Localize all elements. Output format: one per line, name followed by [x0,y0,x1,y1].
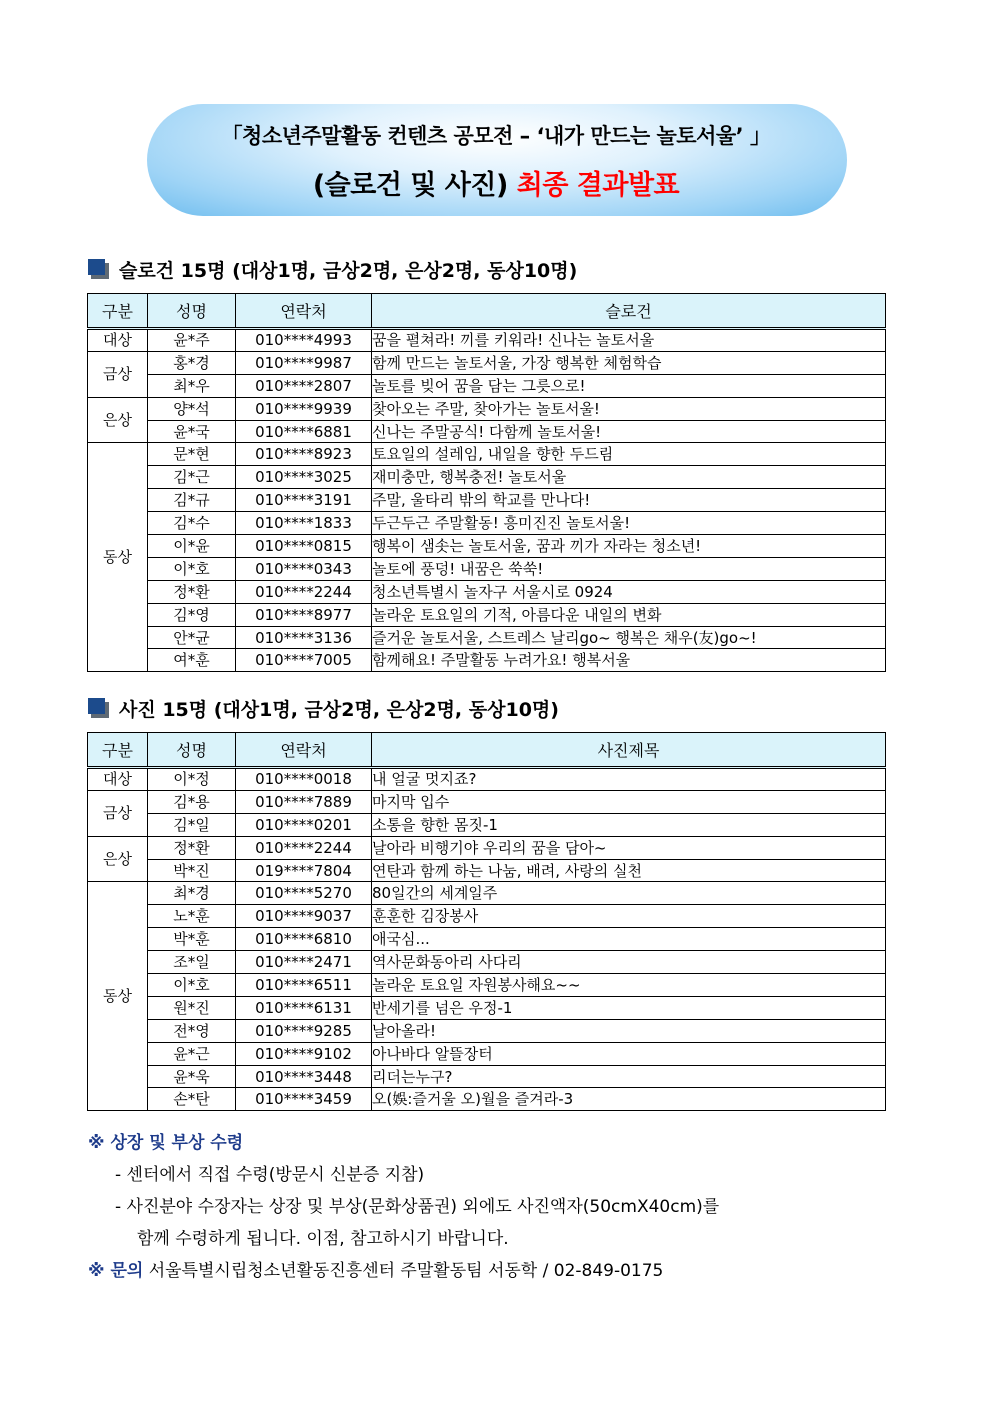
content-cell: 반세기를 넘은 우정-1 [372,996,886,1019]
award-category-cell: 금상 [88,351,148,397]
phone-cell: 010****9037 [236,905,372,928]
phone-cell: 010****7005 [236,649,372,672]
content-cell: 행복이 샘솟는 놀토서울, 꿈과 끼가 자라는 청소년! [372,535,886,558]
table-row [88,996,886,1019]
name-cell: 이*윤 [148,535,236,558]
content-cell: 마지막 입수 [372,790,886,813]
phone-cell: 010****0018 [236,768,372,791]
table-row [88,905,886,928]
col-header-category: 구분 [88,733,148,768]
table-row [88,466,886,489]
table-row [88,603,886,626]
content-cell: 훈훈한 김장봉사 [372,905,886,928]
content-cell: 내 얼굴 멋지죠? [372,768,886,791]
banner-title-highlight: 최종 결과발표 [516,170,680,201]
table-row [88,1088,886,1111]
table-row [88,626,886,649]
phone-cell: 010****0815 [236,535,372,558]
content-cell: 애국심... [372,928,886,951]
phone-cell: 010****6131 [236,996,372,1019]
name-cell: 윤*근 [148,1042,236,1065]
name-cell: 홍*경 [148,351,236,374]
name-cell: 손*탄 [148,1088,236,1111]
phone-cell: 010****4993 [236,329,372,352]
col-header-name: 성명 [148,733,236,768]
name-cell: 박*훈 [148,928,236,951]
name-cell: 여*훈 [148,649,236,672]
name-cell: 박*진 [148,859,236,882]
phone-cell: 010****7889 [236,790,372,813]
name-cell: 윤*주 [148,329,236,352]
award-category-cell: 금상 [88,790,148,836]
content-cell: 리더는누구? [372,1065,886,1088]
award-category-cell: 동상 [88,882,148,1111]
content-cell: 즐거운 놀토서울, 스트레스 날리go~ 행복은 채우(友)go~! [372,626,886,649]
phone-cell: 010****6810 [236,928,372,951]
content-cell: 토요일의 설레임, 내일을 향한 두드림 [372,443,886,466]
notice-bullet-2-continued: 함께 수령하게 됩니다. 이점, 참고하시기 바랍니다. [137,1229,509,1249]
table-row [88,1042,886,1065]
phone-cell: 010****9285 [236,1019,372,1042]
award-category-cell: 대상 [88,329,148,352]
inquiry-label: ※ 문의 [88,1261,144,1281]
content-cell: 날아올라! [372,1019,886,1042]
content-cell: 오(娛:즐거울 오)월을 즐겨라-3 [372,1088,886,1111]
col-header-slogan: 슬로건 [372,294,886,329]
name-cell: 이*호 [148,974,236,997]
name-cell: 김*일 [148,813,236,836]
award-category-cell: 은상 [88,397,148,443]
name-cell: 김*용 [148,790,236,813]
slogan-section-heading [88,255,577,283]
name-cell: 이*호 [148,557,236,580]
content-cell: 찾아오는 주말, 찾아가는 놀토서울! [372,397,886,420]
table-row [88,489,886,512]
name-cell: 양*석 [148,397,236,420]
table-row [88,951,886,974]
table-row [88,329,886,352]
notice-bullet-2: - 사진분야 수장자는 상장 및 부상(문화상품권) 외에도 사진액자(50cmX40cm)를 [115,1197,720,1217]
square-bullet-icon [88,259,109,279]
content-cell: 놀토를 빚어 꿈을 담는 그릇으로! [372,374,886,397]
name-cell: 전*영 [148,1019,236,1042]
photo-heading-text: 사진 15명 (대상1명, 금상2명, 은상2명, 동상10명) [119,698,559,721]
table-row [88,790,886,813]
table-row [88,420,886,443]
table-row [88,443,886,466]
phone-cell: 010****9102 [236,1042,372,1065]
phone-cell: 010****2244 [236,836,372,859]
award-category-cell: 동상 [88,443,148,672]
phone-cell: 010****3459 [236,1088,372,1111]
name-cell: 최*우 [148,374,236,397]
col-header-phone: 연락처 [236,294,372,329]
inquiry-text: 서울특별시립청소년활동진흥센터 주말활동팀 서동학 / 02-849-0175 [148,1261,664,1281]
col-header-name: 성명 [148,294,236,329]
banner-title-line1: 「청소년주말활동 컨텐츠 공모전 – ‘내가 만드는 놀토서울’ 」 [221,124,771,148]
col-header-phone: 연락처 [236,733,372,768]
table-row [88,974,886,997]
table-row [88,1065,886,1088]
table-row [88,649,886,672]
name-cell: 노*훈 [148,905,236,928]
slogan-table [87,293,886,672]
table-row [88,928,886,951]
name-cell: 정*환 [148,836,236,859]
phone-cell: 019****7804 [236,859,372,882]
name-cell: 조*일 [148,951,236,974]
phone-cell: 010****0201 [236,813,372,836]
phone-cell: 010****3448 [236,1065,372,1088]
inquiry-line [88,1256,663,1281]
phone-cell: 010****3191 [236,489,372,512]
content-cell: 꿈을 펼쳐라! 끼를 키워라! 신나는 놀토서울 [372,329,886,352]
name-cell: 윤*욱 [148,1065,236,1088]
name-cell: 윤*국 [148,420,236,443]
phone-cell: 010****8977 [236,603,372,626]
phone-cell: 010****3025 [236,466,372,489]
table-row [88,374,886,397]
content-cell: 두근두근 주말활동! 흥미진진 놀토서울! [372,512,886,535]
phone-cell: 010****6511 [236,974,372,997]
phone-cell: 010****0343 [236,557,372,580]
table-row [88,535,886,558]
table-row [88,580,886,603]
name-cell: 김*영 [148,603,236,626]
content-cell: 재미충만, 행복충전! 놀토서울 [372,466,886,489]
content-cell: 놀라운 토요일의 기적, 아름다운 내일의 변화 [372,603,886,626]
table-row [88,768,886,791]
content-cell: 청소년특별시 놀자구 서울시로 0924 [372,580,886,603]
col-header-photo-title: 사진제목 [372,733,886,768]
phone-cell: 010****2471 [236,951,372,974]
name-cell: 문*현 [148,443,236,466]
table-row [88,882,886,905]
banner-title-prefix: (슬로건 및 사진) [312,170,508,201]
photo-section-heading [88,694,559,722]
name-cell: 이*정 [148,768,236,791]
award-notice-title [88,1128,243,1153]
phone-cell: 010****1833 [236,512,372,535]
name-cell: 김*근 [148,466,236,489]
table-row [88,836,886,859]
phone-cell: 010****2244 [236,580,372,603]
banner-title-line2 [0,163,992,202]
content-cell: 함께해요! 주말활동 누려가요! 행복서울 [372,649,886,672]
name-cell: 김*수 [148,512,236,535]
content-cell: 역사문화동아리 사다리 [372,951,886,974]
content-cell: 놀라운 토요일 자원봉사해요~~ [372,974,886,997]
table-row [88,512,886,535]
table-row [88,1019,886,1042]
table-row [88,557,886,580]
content-cell: 아나바다 알뜰장터 [372,1042,886,1065]
award-notice-title-text: ※ 상장 및 부상 수령 [88,1133,244,1153]
award-category-cell: 은상 [88,836,148,882]
content-cell: 주말, 울타리 밖의 학교를 만나다! [372,489,886,512]
content-cell: 80일간의 세계일주 [372,882,886,905]
phone-cell: 010****3136 [236,626,372,649]
table-row [88,397,886,420]
table-row [88,351,886,374]
name-cell: 김*규 [148,489,236,512]
phone-cell: 010****9987 [236,351,372,374]
content-cell: 소통을 향한 몸짓-1 [372,813,886,836]
phone-cell: 010****6881 [236,420,372,443]
content-cell: 신나는 주말공식! 다함께 놀토서울! [372,420,886,443]
content-cell: 날아라 비행기야 우리의 꿈을 담아~ [372,836,886,859]
slogan-heading-text: 슬로건 15명 (대상1명, 금상2명, 은상2명, 동상10명) [119,259,578,282]
notice-bullet-1: - 센터에서 직접 수령(방문시 신분증 지참) [115,1165,425,1185]
phone-cell: 010****8923 [236,443,372,466]
content-cell: 함께 만드는 놀토서울, 가장 행복한 체험학습 [372,351,886,374]
col-header-category: 구분 [88,294,148,329]
table-row [88,859,886,882]
phone-cell: 010****5270 [236,882,372,905]
phone-cell: 010****2807 [236,374,372,397]
name-cell: 원*진 [148,996,236,1019]
name-cell: 안*균 [148,626,236,649]
photo-table [87,732,886,1111]
award-category-cell: 대상 [88,768,148,791]
content-cell: 놀토에 풍덩! 내꿈은 쑥쑥! [372,557,886,580]
phone-cell: 010****9939 [236,397,372,420]
table-row [88,813,886,836]
content-cell: 연탄과 함께 하는 나눔, 배려, 사랑의 실천 [372,859,886,882]
name-cell: 정*환 [148,580,236,603]
name-cell: 최*경 [148,882,236,905]
square-bullet-icon [88,698,109,718]
